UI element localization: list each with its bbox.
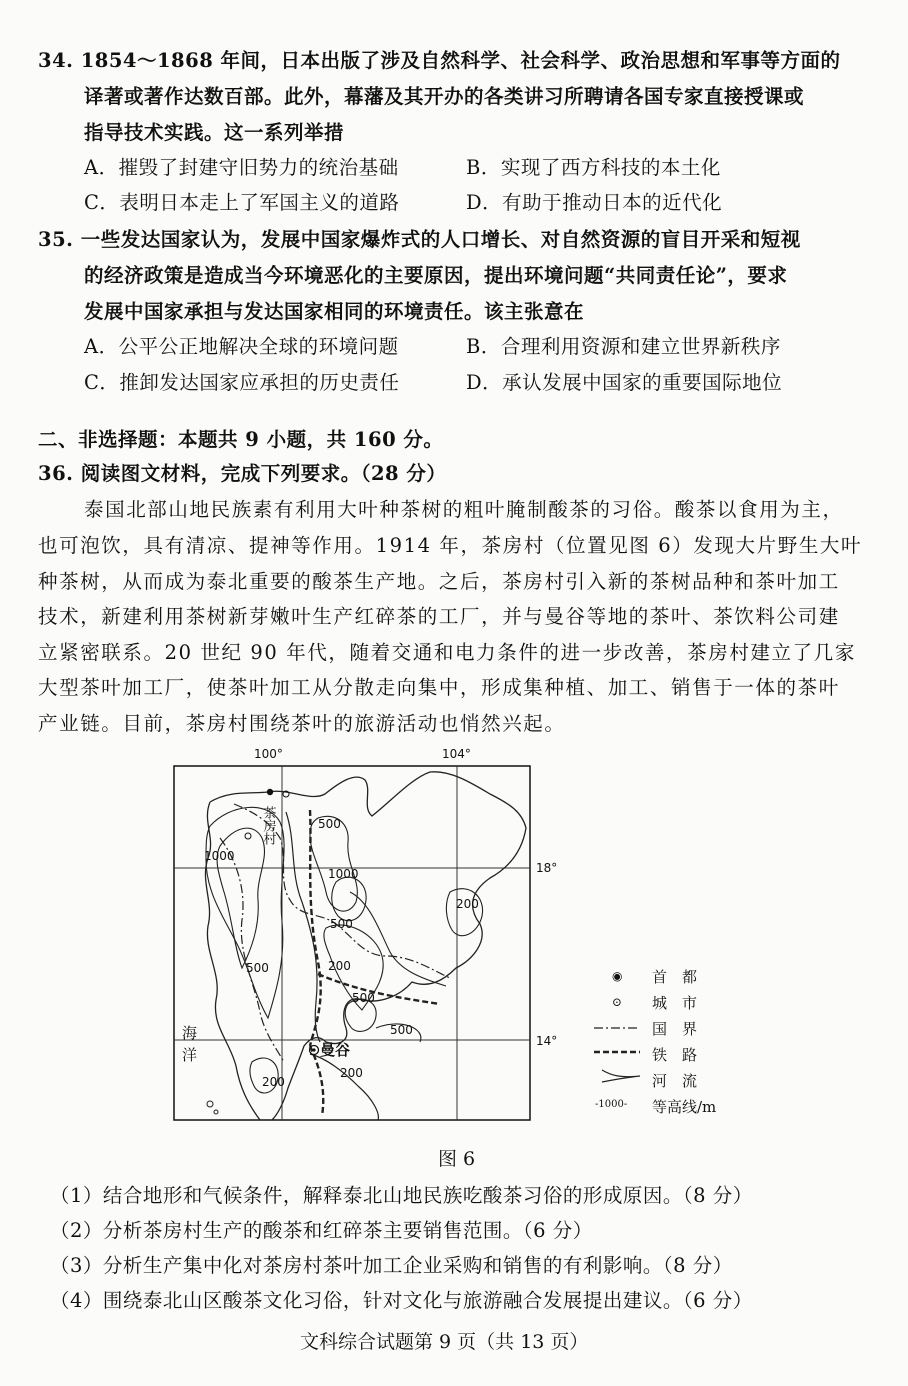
q36-para-line-5: 立紧密联系。20 世纪 90 年代，随着交通和电力条件的进一步改善，茶房村建立了几家 (38, 641, 856, 664)
contour-1000-center (332, 877, 366, 921)
legend-railway: 铁 路 (652, 1046, 698, 1064)
contour-label-500-center: 500 (330, 917, 353, 931)
contour-legend-sample: -1000- (595, 1099, 628, 1110)
contour-label-500-east: 500 (390, 1023, 413, 1037)
railway-east (318, 974, 440, 1004)
q35-option-d: D．承认发展中国家的重要国际地位 (466, 371, 783, 394)
q35-line-2: 的经济政策是造成当今环境恶化的主要原因，提出环境问题“共同责任论”，要求 (84, 264, 788, 287)
q34-option-a: A．摧毁了封建守旧势力的统治基础 (84, 156, 399, 179)
q35-line-1: 35. 一些发达国家认为，发展中国家爆炸式的人口增长、对自然资源的盲目开采和短视 (38, 228, 801, 251)
contour-label-500-west: 500 (246, 961, 269, 975)
legend-line-samples (592, 1020, 646, 1130)
contour-label-500-north: 500 (318, 817, 341, 831)
capital-legend-icon: ◉ (612, 969, 623, 983)
q36-para-line-1: 泰国北部山地民族素有利用大叶种茶树的粗叶腌制酸茶的习俗。酸茶以食用为主， (84, 498, 844, 521)
capital-label: 曼谷 (320, 1041, 351, 1059)
q34-line-3: 指导技术实践。这一系列举措 (84, 121, 345, 144)
q35-option-b: B．合理利用资源和建立世界新秩序 (466, 335, 781, 358)
legend-contour: 等高线/m (652, 1098, 717, 1116)
q36-para-line-3: 种茶树，从而成为泰北重要的酸茶生产地。之后，茶房村引入新的茶树品种和茶叶加工 (38, 570, 840, 593)
q34-option-d: D．有助于推动日本的近代化 (466, 191, 723, 214)
q36-para-line-4: 技术，新建利用茶树新芽嫩叶生产红碎茶的工厂，并与曼谷等地的茶叶、茶饮料公司建 (38, 605, 840, 628)
contour-label-500-south: 500 (352, 991, 375, 1005)
thailand-map (150, 742, 570, 1124)
q35-option-c: C．推卸发达国家应承担的历史责任 (84, 371, 400, 394)
gulf-coast (310, 1054, 378, 1120)
q36-para-line-7: 产业链。目前，茶房村围绕茶叶的旅游活动也悄然兴起。 (38, 712, 566, 735)
lon-label-104: 104° (442, 747, 471, 761)
legend-capital: 首 都 (652, 968, 698, 986)
q34-option-b: B．实现了西方科技的本土化 (466, 156, 721, 179)
q36-para-line-2: 也可泡饮，具有清凉、提神等作用。1914 年，茶房村（位置见图 6）发现大片野生大叶 (38, 534, 863, 557)
lat-label-14: 14° (536, 1034, 558, 1048)
river-legend-icon (602, 1070, 640, 1082)
q34-line-1: 34. 1854～1868 年间，日本出版了涉及自然科学、社会科学、政治思想和军事等方面的 (38, 49, 841, 72)
contour-label-200-east: 200 (456, 897, 479, 911)
q34-option-c: C．表明日本走上了军国主义的道路 (84, 191, 400, 214)
q36-sub-3: （3）分析生产集中化对茶房村茶叶加工企业采购和销售的有利影响。（8 分） (50, 1254, 733, 1277)
contour-label-200-center: 200 (328, 959, 351, 973)
q36-sub-2: （2）分析茶房村生产的酸茶和红碎茶主要销售范围。（6 分） (50, 1219, 593, 1242)
q36-sub-4: （4）围绕泰北山区酸茶文化习俗，针对文化与旅游融合发展提出建议。（6 分） (50, 1289, 753, 1312)
village-marker (267, 789, 273, 795)
contour-200-east (446, 889, 482, 936)
legend-river: 河 流 (652, 1072, 698, 1090)
q35-line-3: 发展中国家承担与发达国家相同的环境责任。该主张意在 (84, 300, 585, 323)
village-label: 茶房村 (260, 806, 276, 845)
q34-line-2: 译著或著作达数百部。此外，幕藩及其开办的各类讲习所聘请各国专家直接授课或 (84, 85, 805, 108)
island-2 (214, 1110, 218, 1114)
contour-label-200-southwest: 200 (262, 1075, 285, 1089)
sea-label-1: 海 (182, 1024, 198, 1042)
city-legend-icon: ⊙ (612, 995, 623, 1009)
contour-label-200-bangkok: 200 (340, 1066, 363, 1080)
western-border (220, 838, 284, 1062)
capital-marker-dot (312, 1048, 315, 1051)
q35-option-a: A．公平公正地解决全球的环境问题 (84, 335, 399, 358)
contour-label-1000-center: 1000 (328, 867, 359, 881)
river-chao-phraya (286, 812, 320, 1042)
island-1 (207, 1101, 213, 1107)
q36-para-line-6: 大型茶叶加工厂，使茶叶加工从分散走向集中，形成集种植、加工、销售于一体的茶叶 (38, 676, 840, 699)
section-2-heading: 二、非选择题：本题共 9 小题，共 160 分。 (38, 428, 444, 451)
figure-caption: 图 6 (438, 1148, 476, 1170)
q36-sub-1: （1）结合地形和气候条件，解释泰北山地民族吃酸茶习俗的形成原因。（8 分） (50, 1184, 753, 1207)
legend-border: 国 界 (652, 1020, 698, 1038)
sea-label-2: 洋 (182, 1046, 198, 1064)
lon-label-100: 100° (254, 747, 283, 761)
city-marker-west (245, 833, 251, 839)
legend-city: 城 市 (652, 994, 698, 1012)
q36-heading: 36. 阅读图文材料，完成下列要求。（28 分） (38, 462, 447, 485)
coastline (210, 772, 526, 1120)
lat-label-18: 18° (536, 861, 558, 875)
page-footer: 文科综合试题第 9 页（共 13 页） (300, 1331, 589, 1353)
contour-label-1000-west: 1000 (204, 849, 235, 863)
